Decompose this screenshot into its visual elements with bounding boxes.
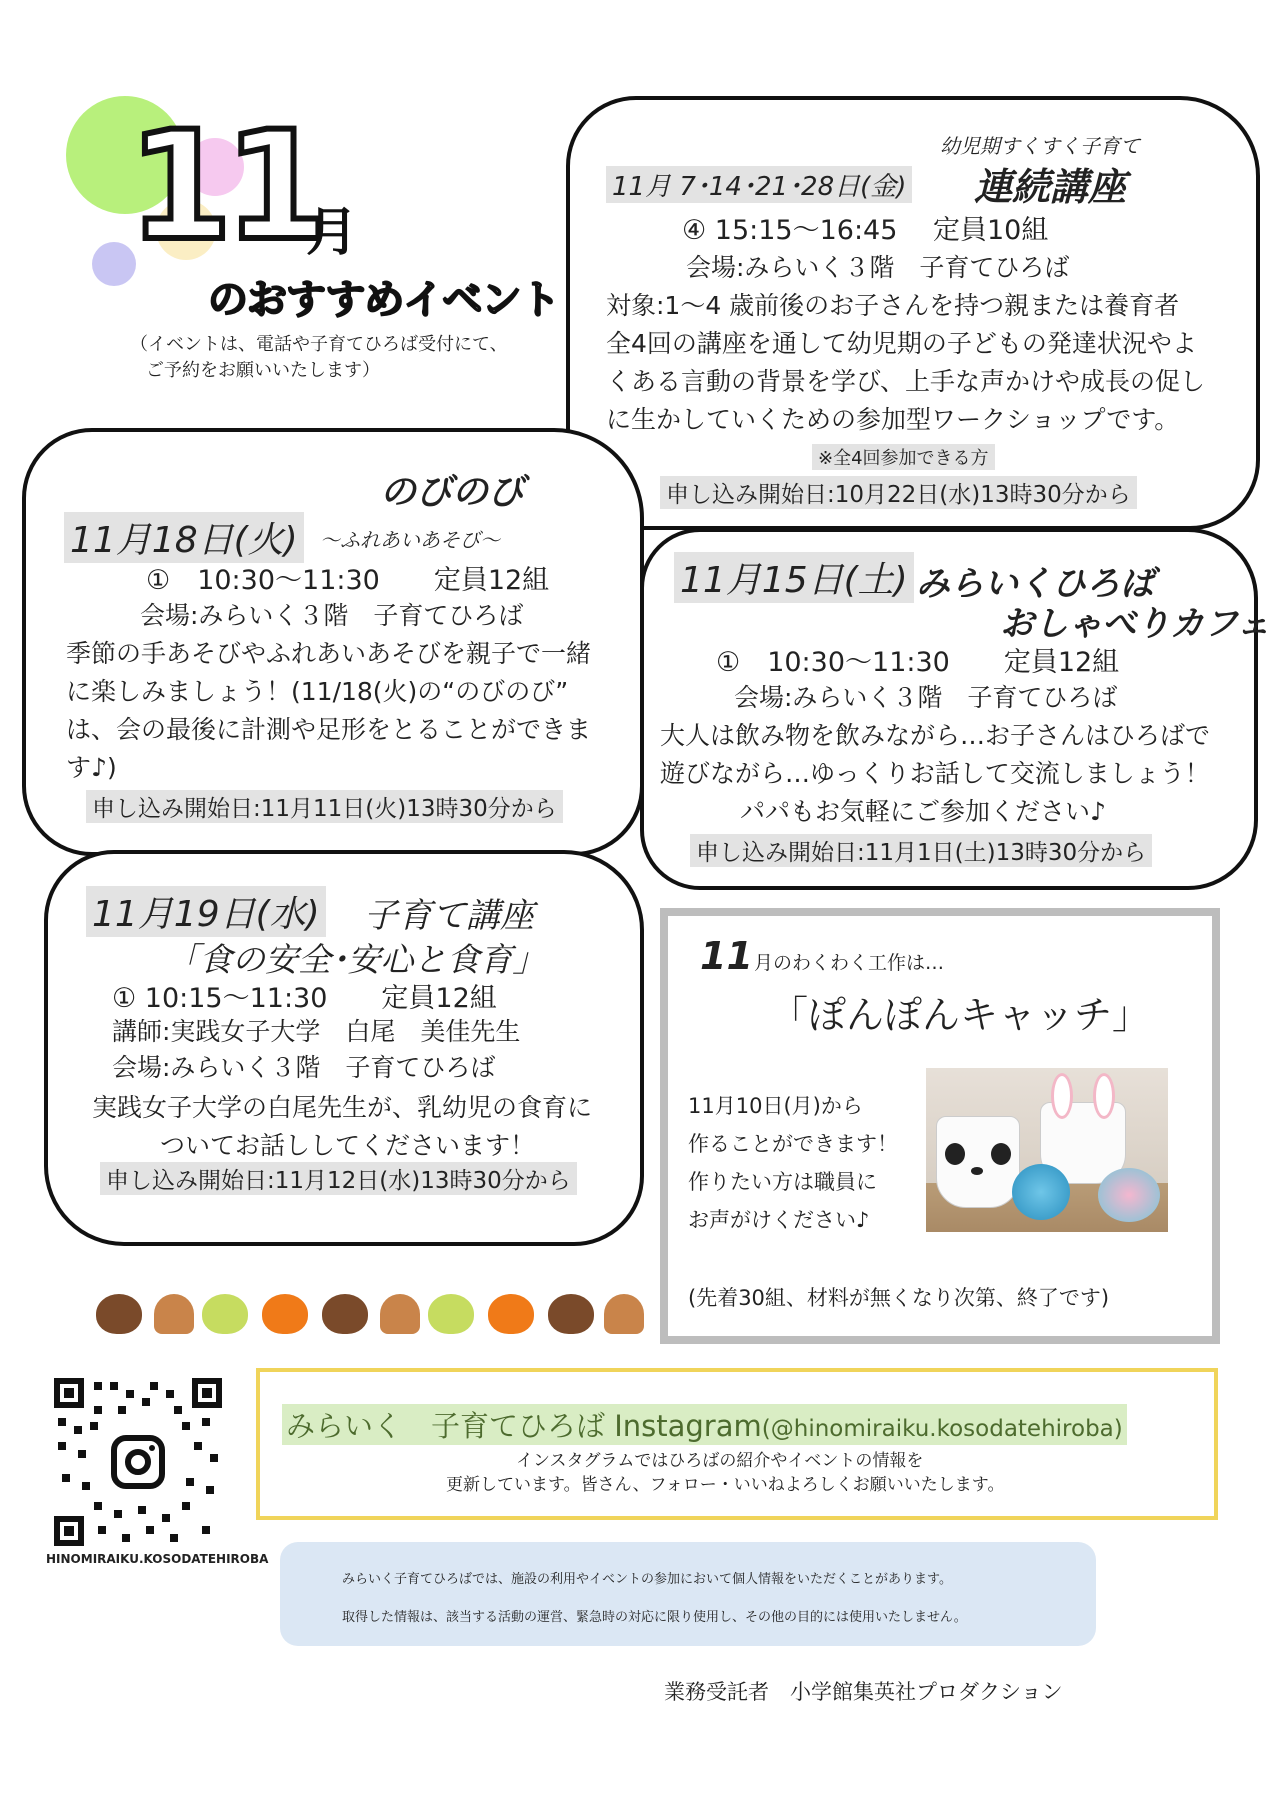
renzoku-time: ④ 15:15～16:45 定員10組 bbox=[682, 215, 1049, 246]
renzoku-desc-1: 対象:1～4 歳前後のお子さんを持つ親または養育者 bbox=[606, 291, 1180, 320]
footer-credit: 業務受託者 小学館集英社プロダクション bbox=[664, 1680, 1063, 1704]
nobinobi-venue: 会場:みらいく３階 子育てひろば bbox=[140, 601, 524, 630]
panda-cup-image bbox=[936, 1116, 1020, 1208]
craft-lead: 月のわくわく工作は… bbox=[754, 952, 945, 974]
koza-desc-2: ついてお話ししてくださいます！ bbox=[160, 1131, 536, 1160]
renzoku-desc-4: に生かしていくための参加型ワークショップです。 bbox=[606, 405, 1180, 434]
instagram-title: みらいく 子育てひろば Instagram bbox=[286, 1409, 762, 1443]
nobinobi-apply: 申し込み開始日:11月11日(火)13時30分から bbox=[86, 790, 563, 823]
persimmon-icon bbox=[262, 1294, 308, 1334]
nobinobi-desc-1: 季節の手あそびやふれあいあそびを親子で一緒 bbox=[66, 639, 592, 668]
cafe-title-2: おしゃべりカフェ bbox=[1000, 604, 1271, 644]
koza-teacher: 講師:実践女子大学 白尾 美佳先生 bbox=[112, 1017, 521, 1046]
renzoku-apply: 申し込み開始日:10月22日(水)13時30分から bbox=[660, 476, 1137, 509]
cafe-apply: 申し込み開始日:11月1日(土)13時30分から bbox=[690, 834, 1152, 867]
renzoku-venue: 会場:みらいく３階 子育てひろば bbox=[686, 253, 1070, 282]
chestnut-icon bbox=[322, 1294, 368, 1334]
nobinobi-sub: ～ふれあいあそび～ bbox=[320, 528, 500, 552]
nobinobi-date: 11月18日(火) bbox=[64, 512, 304, 563]
renzoku-note: ※全4回参加できる方 bbox=[812, 444, 995, 470]
persimmon-icon bbox=[488, 1294, 534, 1334]
renzoku-title: 連続講座 bbox=[974, 165, 1127, 209]
cafe-time: ① 10:30～11:30 定員12組 bbox=[716, 647, 1120, 678]
pompom-pink-image bbox=[1098, 1168, 1160, 1222]
reservation-note-1: （イベントは、電話や子育てひろば受付にて、 bbox=[130, 334, 508, 355]
privacy-box bbox=[280, 1542, 1096, 1646]
instagram-qr-code[interactable] bbox=[54, 1378, 222, 1546]
craft-line-4: お声がけください♪ bbox=[688, 1208, 870, 1232]
instagram-desc-2: 更新しています。皆さん、フォロー・いいねよろしくお願いいたします。 bbox=[446, 1475, 1005, 1495]
koza-venue: 会場:みらいく３階 子育てひろば bbox=[112, 1053, 496, 1082]
page-subtitle: のおすすめイベント bbox=[208, 277, 560, 323]
nobinobi-title: のびのび bbox=[380, 472, 525, 513]
chestnut-icon bbox=[96, 1294, 142, 1334]
koza-apply: 申し込み開始日:11月12日(水)13時30分から bbox=[100, 1162, 577, 1195]
cafe-desc-2: 遊びながら…ゆっくりお話して交流しましょう！ bbox=[660, 759, 1210, 788]
koza-theme: 「食の安全･安心と食育」 bbox=[166, 940, 546, 979]
renzoku-desc-3: くある言動の背景を学び、上手な声かけや成長の促し bbox=[606, 367, 1206, 396]
mushroom-icon bbox=[154, 1294, 194, 1334]
reservation-note-2: ご予約をお願いいたします） bbox=[146, 360, 380, 381]
cafe-desc-1: 大人は飲み物を飲みながら…お子さんはひろばで bbox=[660, 721, 1211, 750]
month-number: 11 bbox=[128, 100, 321, 274]
craft-photo bbox=[926, 1068, 1168, 1232]
mushroom-icon bbox=[380, 1294, 420, 1334]
nobinobi-desc-3: は、会の最後に計測や足形をとることができま bbox=[66, 715, 592, 744]
chestnut-icon bbox=[548, 1294, 594, 1334]
koza-title: 子育て講座 bbox=[364, 896, 534, 936]
renzoku-desc-2: 全4回の講座を通して幼児期の子どもの発達状況やよ bbox=[606, 329, 1197, 358]
nobinobi-desc-4: す♪) bbox=[66, 753, 117, 782]
craft-num: 11 bbox=[700, 934, 753, 978]
cafe-date: 11月15日(土) bbox=[674, 552, 914, 603]
instagram-handle[interactable]: (@hinomiraiku.kosodatehiroba) bbox=[761, 1416, 1123, 1442]
cafe-venue: 会場:みらいく３階 子育てひろば bbox=[734, 683, 1118, 712]
qr-caption: HINOMIRAIKU.KOSODATEHIROBA bbox=[46, 1552, 269, 1566]
pear-icon bbox=[428, 1294, 474, 1334]
pear-icon bbox=[202, 1294, 248, 1334]
renzoku-kicker: 幼児期すくすく子育て bbox=[940, 134, 1140, 158]
instagram-title-line bbox=[282, 1404, 1127, 1445]
privacy-line-2: 取得した情報は、該当する活動の運営、緊急時の対応に限り使用し、その他の目的には使用いたしません。 bbox=[342, 1610, 967, 1625]
instagram-desc-1: インスタグラムではひろばの紹介やイベントの情報を bbox=[516, 1451, 924, 1471]
privacy-line-1: みらいく子育てひろばでは、施設の利用やイベントの参加において個人情報をいただくことがあります。 bbox=[342, 1572, 952, 1587]
pompom-blue-image bbox=[1012, 1164, 1070, 1220]
autumn-fruits-row bbox=[96, 1290, 656, 1338]
nobinobi-desc-2: に楽しみましょう！(11/18(火)の“のびのび” bbox=[66, 677, 569, 706]
cafe-title-1: みらいくひろば bbox=[916, 564, 1154, 604]
renzoku-dates: 11月 7･14･21･28日(金) bbox=[606, 166, 912, 203]
craft-line-1: 11月10日(月)から bbox=[688, 1094, 863, 1118]
month-char: 月 bbox=[306, 203, 359, 263]
craft-line-3: 作りたい方は職員に bbox=[688, 1170, 877, 1194]
craft-line-2: 作ることができます！ bbox=[688, 1132, 898, 1156]
cafe-desc-3: パパもお気軽にご参加ください♪ bbox=[740, 797, 1106, 826]
koza-desc-1: 実践女子大学の白尾先生が、乳幼児の食育に bbox=[92, 1093, 593, 1122]
craft-title: 「ぽんぽんキャッチ」 bbox=[770, 993, 1151, 1037]
nobinobi-time: ① 10:30～11:30 定員12組 bbox=[146, 565, 550, 596]
koza-date: 11月19日(水) bbox=[86, 886, 326, 937]
craft-note: (先着30組、材料が無くなり次第、終了です) bbox=[688, 1286, 1110, 1310]
mushroom-icon bbox=[604, 1294, 644, 1334]
koza-time: ① 10:15～11:30 定員12組 bbox=[112, 983, 497, 1014]
